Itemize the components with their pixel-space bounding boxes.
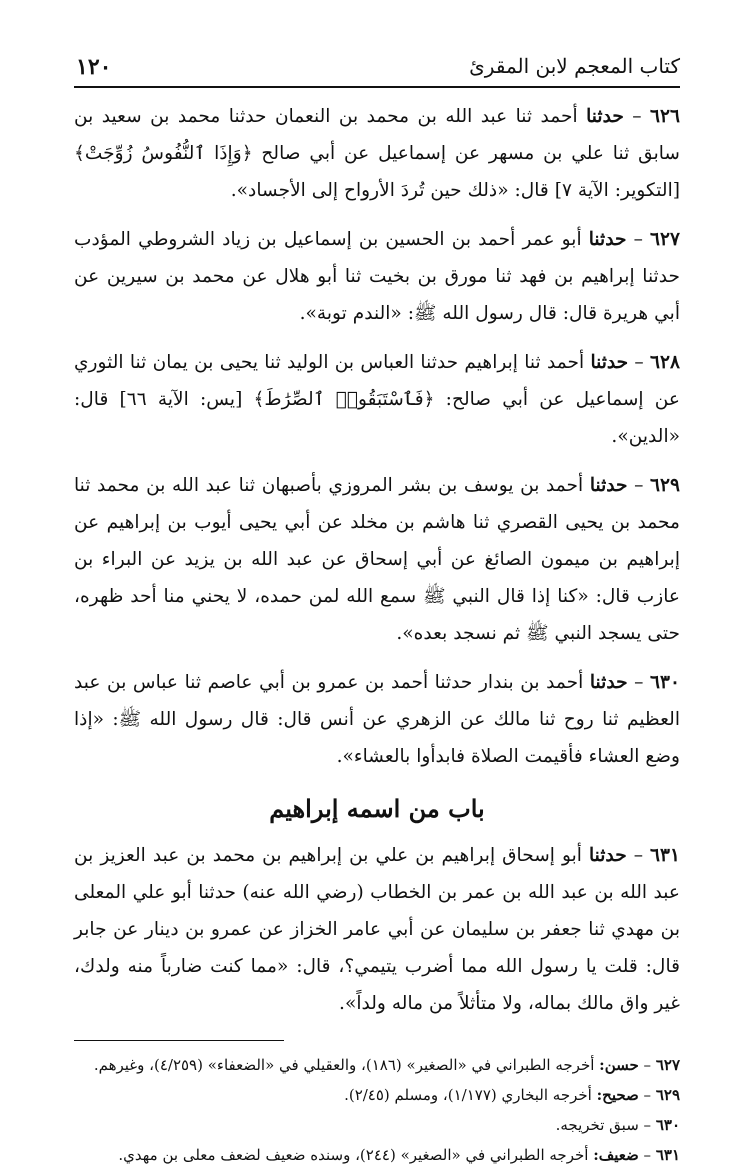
- hadith-entry-630: ٦٣٠ – حدثنا أحمد بن بندار حدثنا أحمد بن عمرو بن أبي عاصم ثنا عباس بن عبد العظيم ثنا روح ثنا مالك عن الزهري عن أنس قال: قال رسول الله ﷺ: «إذا وضع العشاء فأقيمت الصلاة فابدأوا بالعشاء».: [74, 672, 680, 767]
- entry-lead-word: حدثنا: [590, 352, 629, 373]
- footnote-number: ٦٣٠: [655, 1116, 680, 1134]
- entry-number: ٦٢٧: [650, 229, 681, 250]
- entry-number: ٦٢٨: [650, 352, 680, 373]
- entry-text: أحمد ثنا إبراهيم حدثنا العباس بن الوليد ثنا يحيى بن يمان ثنا الثوري عن إسماعيل عن أبي صالح: ﴿فَٱسْتَبَقُوا۟ ٱلصِّرَٰطَ﴾ [يس: الآية ٦٦] قال: «الدين».: [74, 352, 680, 447]
- page-number: ١٢٠: [76, 54, 112, 80]
- footnotes: [74, 1051, 680, 1169]
- footnote-item: ٦٢٧ – حسن: أخرجه الطبراني في «الصغير» (١٨٦)، والعقيلي في «الضعفاء» (٤/٢٥٩)، وغيرهم.: [93, 1056, 680, 1074]
- hadith-entry-631: ٦٣١ – حدثنا أبو إسحاق إبراهيم بن علي بن إبراهيم بن محمد بن عبد العزيز بن عبد الله بن عبد الله بن عمر بن الخطاب (رضي الله عنه) حدثنا أبو علي المعلى بن مهدي ثنا جعفر بن سليمان عن أبي عامر الخزاز عن عمرو بن دينار عن جابر قال: قلت يا رسول الله مما أضرب يتيمي؟، قال: «مما كنت ضارباً منه ولدك، غير واق مالك بماله، ولا متأثلاً من ماله ولداً».: [74, 845, 681, 1014]
- footnote-text: أخرجه الطبراني في «الصغير» (١٨٦)، والعقيلي في «الضعفاء» (٤/٢٥٩)، وغيرهم.: [93, 1056, 595, 1074]
- entry-number: ٦٣٠: [650, 672, 680, 693]
- entry-lead-word: حدثنا: [588, 229, 627, 250]
- footnote-text: أخرجه الطبراني في «الصغير» (٢٤٤)، وسنده ضعيف لضعف معلى بن مهدي.: [118, 1146, 589, 1164]
- entry-lead-word: حدثنا: [589, 672, 628, 693]
- footnote-number: ٦٣١: [655, 1146, 680, 1164]
- entry-number: ٦٢٦: [650, 106, 680, 127]
- page-header: [74, 50, 680, 88]
- footnote-text: أخرجه البخاري (١/١٧٧)، ومسلم (٢/٤٥).: [344, 1086, 592, 1104]
- entry-number: ٦٣١: [650, 845, 681, 866]
- hadith-entry-628: ٦٢٨ – حدثنا أحمد ثنا إبراهيم حدثنا العباس بن الوليد ثنا يحيى بن يمان ثنا الثوري عن إسماعيل عن أبي صالح: ﴿فَٱسْتَبَقُوا۟ ٱلصِّرَٰطَ﴾ [يس: الآية ٦٦] قال: «الدين».: [74, 352, 680, 447]
- entry-text: أحمد بن يوسف بن بشر المروزي بأصبهان ثنا عبد الله بن محمد ثنا محمد بن يحيى القصري ثنا هاشم بن مخلد عن أبي يحيى أيوب بن إبراهيم عن إبراهيم بن ميمون الصائغ عن أبي إسحاق عن عبد الله بن يزيد عن البراء بن عازب قال: «كنا إذا قال النبي ﷺ سمع الله لمن حمده، لا يحني منا أحد ظهره، حتى يسجد النبي ﷺ ثم نسجد بعده».: [74, 475, 680, 644]
- chapter-heading: باب من اسمه إبراهيم: [269, 794, 485, 823]
- footnote-grade: صحيح:: [596, 1086, 639, 1104]
- entry-text: أحمد ثنا عبد الله بن محمد بن النعمان حدثنا محمد بن سعيد بن سابق ثنا علي بن مسهر عن إسماعيل عن أبي صالح ﴿وَإِذَا ٱلنُّفُوسُ زُوِّجَتْ﴾ [التكوير: الآية ٧] قال: «ذلك حين تُردَ الأرواح إلى الأجساد».: [74, 106, 680, 201]
- hadith-entry-626: ٦٢٦ – حدثنا أحمد ثنا عبد الله بن محمد بن النعمان حدثنا محمد بن سعيد بن سابق ثنا علي بن مسهر عن إسماعيل عن أبي صالح ﴿وَإِذَا ٱلنُّفُوسُ زُوِّجَتْ﴾ [التكوير: الآية ٧] قال: «ذلك حين تُردَ الأرواح إلى الأجساد».: [74, 106, 680, 201]
- running-title: كتاب المعجم لابن المقرئ: [469, 54, 680, 78]
- hadith-entry-629: ٦٢٩ – حدثنا أحمد بن يوسف بن بشر المروزي بأصبهان ثنا عبد الله بن محمد ثنا محمد بن يحيى القصري ثنا هاشم بن مخلد عن أبي يحيى أيوب بن إبراهيم عن إبراهيم بن ميمون الصائغ عن أبي إسحاق عن عبد الله بن يزيد عن البراء بن عازب قال: «كنا إذا قال النبي ﷺ سمع الله لمن حمده، لا يحني منا أحد ظهره، حتى يسجد النبي ﷺ ثم نسجد بعده».: [74, 475, 680, 644]
- footnote-grade: ضعيف:: [593, 1146, 639, 1164]
- footnote-grade: حسن:: [599, 1056, 639, 1074]
- entry-lead-word: حدثنا: [586, 106, 624, 127]
- footnote-separator: [74, 1040, 284, 1041]
- footnote-item: ٦٢٩ – صحيح: أخرجه البخاري (١/١٧٧)، ومسلم (٢/٤٥).: [344, 1086, 680, 1104]
- footnote-item: ٦٣١ – ضعيف: أخرجه الطبراني في «الصغير» (٢٤٤)، وسنده ضعيف لضعف معلى بن مهدي.: [118, 1146, 680, 1164]
- entry-lead-word: حدثنا: [589, 475, 628, 496]
- hadith-entry-627: ٦٢٧ – حدثنا أبو عمر أحمد بن الحسين بن إسماعيل بن زياد الشروطي المؤدب حدثنا إبراهيم بن فهد ثنا مورق بن بخيت ثنا أبو هلال عن محمد بن سيرين عن أبي هريرة قال: قال رسول الله ﷺ: «الندم توبة».: [74, 229, 681, 324]
- entry-lead-word: حدثنا: [588, 845, 627, 866]
- entry-text: أبو إسحاق إبراهيم بن علي بن إبراهيم بن محمد بن عبد العزيز بن عبد الله بن عبد الله بن عمر بن الخطاب (رضي الله عنه) حدثنا أبو علي المعلى بن مهدي ثنا جعفر بن سليمان عن أبي عامر الخزاز عن عمرو بن دينار عن جابر قال: قلت يا رسول الله مما أضرب يتيمي؟، قال: «مما كنت ضارباً منه ولدك، غير واق مالك بماله، ولا متأثلاً من ماله ولداً».: [74, 845, 680, 1014]
- footnote-item: ٦٣٠ – سبق تخريجه.: [555, 1116, 680, 1134]
- entry-number: ٦٢٩: [650, 475, 680, 496]
- footnote-number: ٦٢٧: [655, 1056, 680, 1074]
- footnote-number: ٦٢٩: [655, 1086, 680, 1104]
- entry-text: أبو عمر أحمد بن الحسين بن إسماعيل بن زياد الشروطي المؤدب حدثنا إبراهيم بن فهد ثنا مورق بن بخيت ثنا أبو هلال عن محمد بن سيرين عن أبي هريرة قال: قال رسول الله ﷺ: «الندم توبة».: [74, 229, 680, 324]
- footnote-text: سبق تخريجه.: [555, 1116, 639, 1134]
- book-page: [74, 50, 680, 1171]
- entry-text: أحمد بن بندار حدثنا أحمد بن عمرو بن أبي عاصم ثنا عباس بن عبد العظيم ثنا روح ثنا مالك عن الزهري عن أنس قال: قال رسول الله ﷺ: «إذا وضع العشاء فأقيمت الصلاة فابدأوا بالعشاء».: [74, 672, 680, 767]
